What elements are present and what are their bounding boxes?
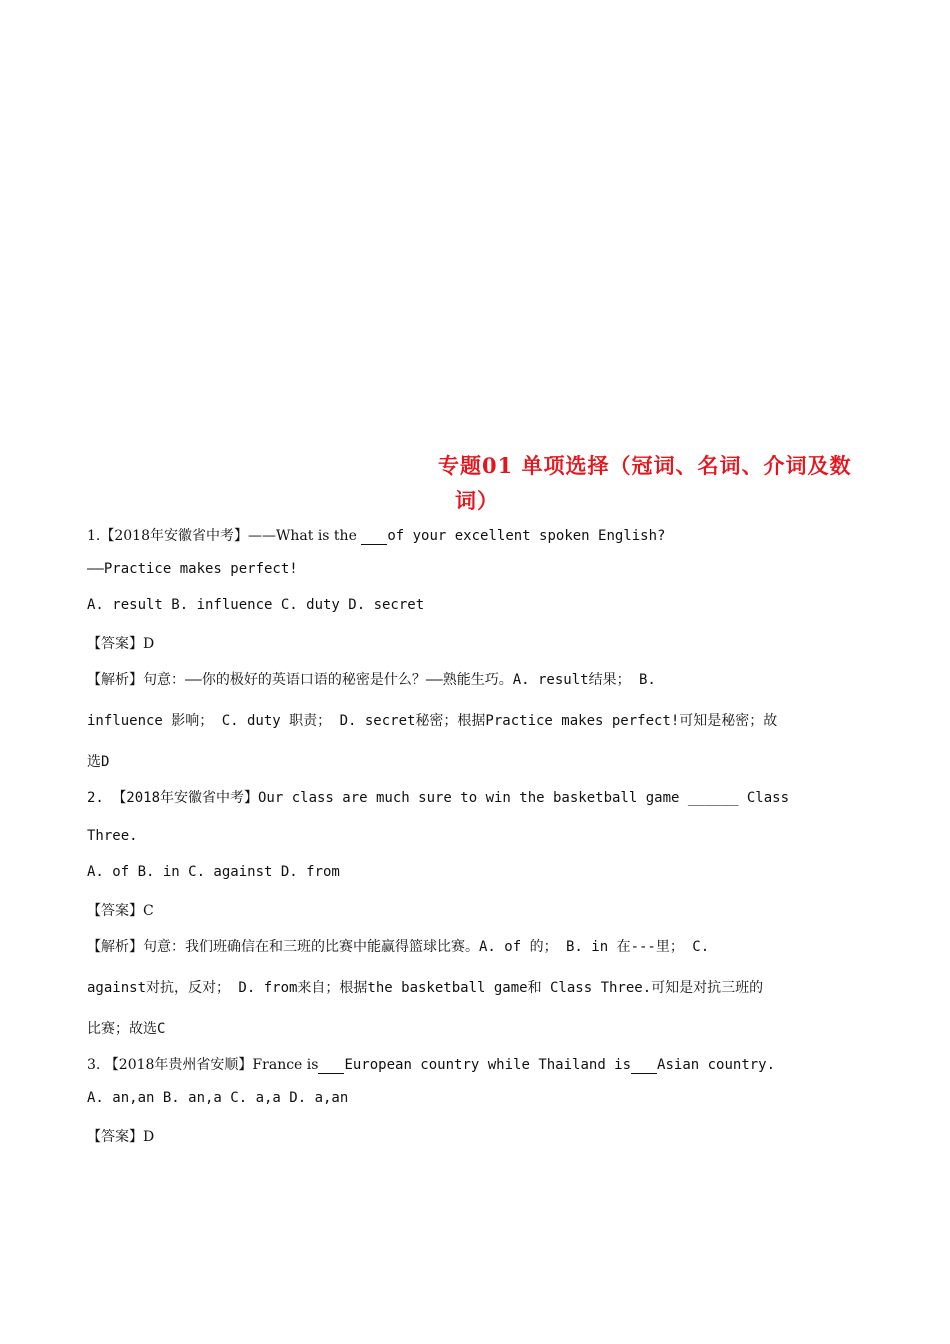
question-2-analysis-line-2: against对抗，反对； D. from来自；根据the basketball game和 Class Three.可知是对抗三班的: [87, 980, 764, 996]
page-title-continued: 词）: [455, 488, 499, 513]
question-1-analysis-line-2: influence 影响； C. duty 职责； D. secret秘密；根据Practice makes perfect!可知是秘密；故: [87, 713, 778, 729]
question-1-stem: [87, 525, 665, 545]
q1-stem-pre: 1.【2018年安徽省中考】——What is the: [87, 528, 362, 544]
question-3-stem: [87, 1054, 775, 1074]
question-1-answer: 【答案】D: [87, 636, 155, 652]
q3-stem-c: Asian country.: [657, 1057, 776, 1073]
question-2-analysis-line-1: 【解析】句意：我们班确信在和三班的比赛中能赢得篮球比赛。A. of 的； B. in 在---里； C.: [87, 939, 710, 955]
page-title: 专题01 单项选择（冠词、名词、介词及数: [438, 453, 852, 478]
question-1-analysis-line-3: 选D: [87, 754, 110, 770]
question-2-options: A. of B. in C. against D. from: [87, 864, 340, 880]
question-3-answer: 【答案】D: [87, 1129, 155, 1145]
answer-blank: [318, 1059, 344, 1074]
question-1-analysis-line-1: 【解析】句意：——你的极好的英语口语的秘密是什么？——熟能生巧。A. result结果； B.: [87, 672, 656, 688]
q3-stem-a: 3. 【2018年贵州省安顺】France is: [87, 1057, 319, 1073]
question-2-stem-line-2: Three.: [87, 828, 138, 844]
q1-stem-post: of your excellent spoken English?: [387, 528, 666, 544]
question-3-options: A. an,an B. an,a C. a,a D. a,an: [87, 1090, 349, 1106]
q3-stem-b: European country while Thailand is: [344, 1057, 632, 1073]
question-2-analysis-line-3: 比赛；故选C: [87, 1021, 166, 1037]
answer-blank: [631, 1059, 657, 1074]
question-2-answer: 【答案】C: [87, 903, 154, 919]
question-2-stem-line-1: 2. 【2018年安徽省中考】Our class are much sure to win the basketball game ______ Class: [87, 790, 790, 806]
question-1-options: A. result B. influence C. duty D. secret: [87, 597, 425, 613]
question-1-reply: ——Practice makes perfect!: [87, 561, 298, 577]
answer-blank: [361, 530, 387, 545]
